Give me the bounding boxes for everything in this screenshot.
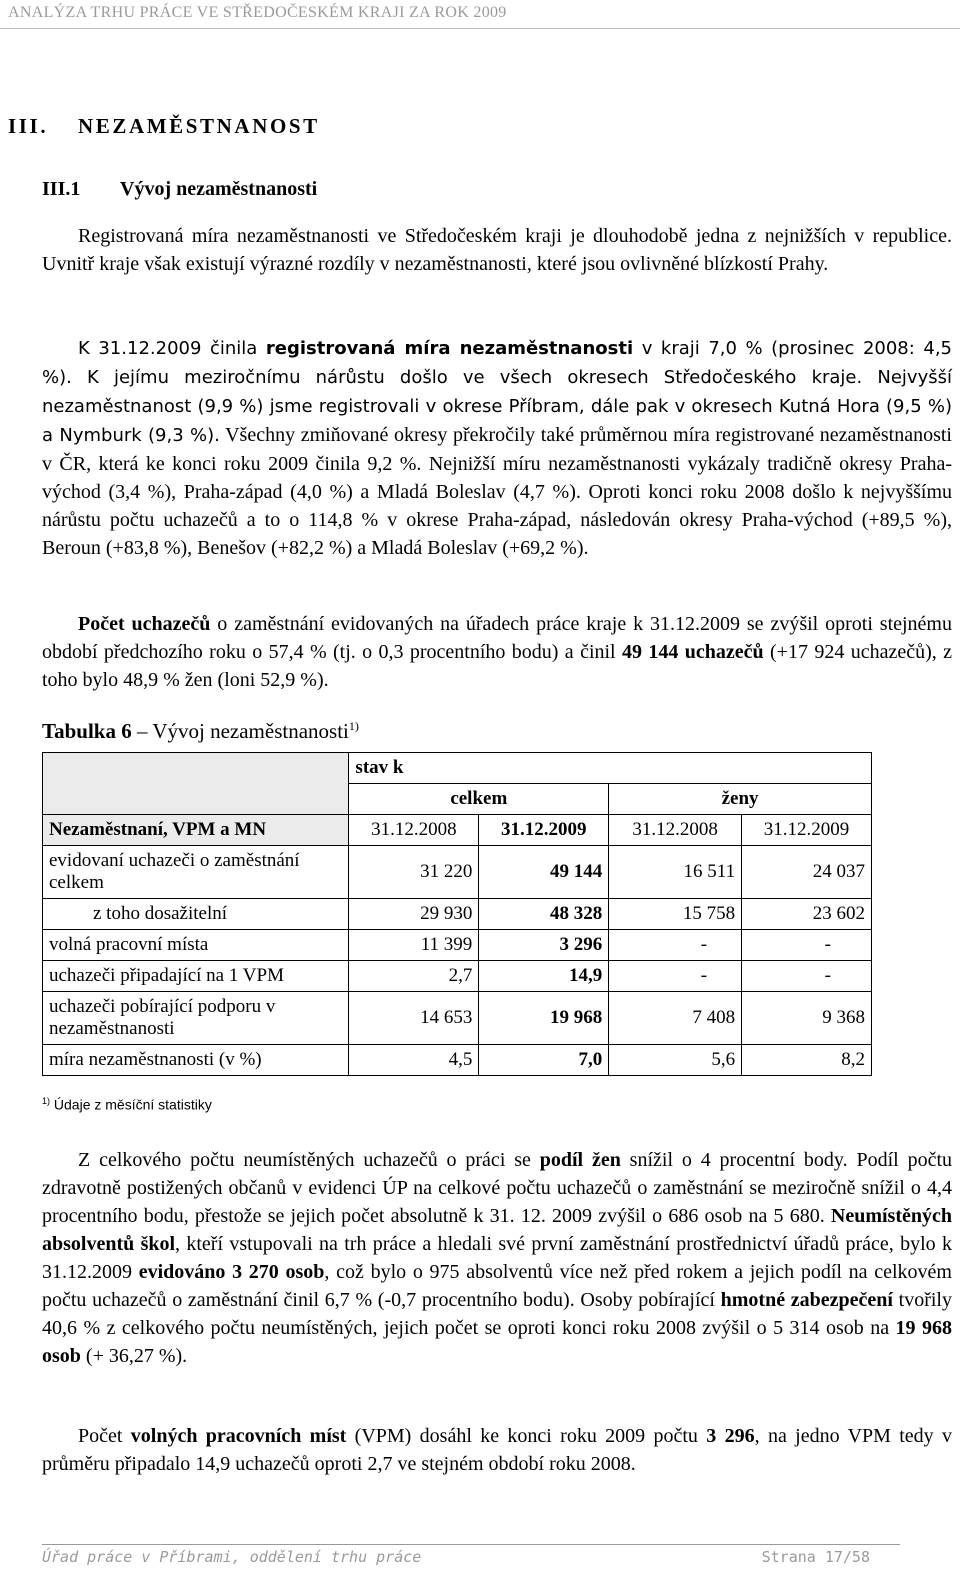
p5-c: (VPM) dosáhl ke konci roku 2009 počtu: [346, 1425, 707, 1447]
col-date-women-2008: 31.12.2008: [609, 815, 742, 846]
section-number: III.: [8, 114, 49, 138]
cell: 24 037: [742, 846, 872, 899]
paragraph-vacancies: [42, 1422, 952, 1478]
table-corner: [43, 753, 349, 784]
p4-k: 19 968 osob: [42, 1317, 952, 1367]
cell: 11 399: [349, 930, 479, 961]
table-row: [43, 961, 872, 992]
paragraph-intro: [42, 222, 952, 278]
table-header-row-2: [43, 784, 872, 815]
table-row: [43, 846, 872, 899]
footer-page-number: Strana 17/58: [761, 1548, 870, 1566]
running-header: ANALÝZA TRHU PRÁCE VE STŘEDOČESKÉM KRAJI ZA ROK 2009: [8, 4, 507, 21]
footnote-sup: 1): [42, 1096, 51, 1106]
paragraph-women: [42, 1146, 952, 1370]
table-group-total: celkem: [349, 784, 609, 815]
table-header-row-3: [43, 815, 872, 846]
p4-g: evidováno 3 270 osob: [138, 1261, 325, 1283]
cell: 16 511: [609, 846, 742, 899]
paragraph-applicants: [42, 610, 952, 694]
row-label: volná pracovní místa: [43, 930, 349, 961]
cell: 8,2: [742, 1045, 872, 1076]
p3-b: o zaměstnání evidovaných na úřadech práce kraje k 31.12.2009 se zvýšil oproti stejnému období předchozího roku o 57,4 % (tj. o 0,3 procentního bodu) a činil: [42, 613, 952, 663]
cell: 5,6: [609, 1045, 742, 1076]
p4-a: Z celkového počtu neumístěných uchazečů o práci se: [78, 1149, 540, 1171]
cell: -: [609, 961, 742, 992]
row-label: uchazeči pobírající podporu v nezaměstnanosti: [43, 992, 349, 1045]
row-label: z toho dosažitelní: [43, 899, 349, 930]
p4-f: , kteří vstupovali na trh práce a hledali své první zaměstnání prostřednictví úřadů práce, bylo k 31.12.2009: [42, 1233, 952, 1283]
cell: 3 296: [479, 930, 609, 961]
p2-a: K 31.12.2009 činila: [78, 338, 266, 359]
unemployment-table: [42, 752, 872, 1076]
p3-a: Počet uchazečů: [78, 613, 211, 635]
footer-office: Úřad práce v Příbrami, oddělení trhu práce: [42, 1548, 422, 1566]
table-row: [43, 992, 872, 1045]
cell: 48 328: [479, 899, 609, 930]
p5-a: Počet: [78, 1425, 131, 1447]
p5-b: volných pracovních míst: [130, 1425, 347, 1447]
col-date-total-2008: 31.12.2008: [349, 815, 479, 846]
cell: 23 602: [742, 899, 872, 930]
p4-b: podíl žen: [539, 1149, 621, 1171]
cell: 15 758: [609, 899, 742, 930]
subsection-number: III.1: [42, 178, 81, 200]
paragraph-rate: [42, 334, 952, 562]
table-row: [43, 1045, 872, 1076]
header-rule: [0, 28, 960, 29]
footnote-text: Údaje z měsíční statistiky: [50, 1096, 212, 1113]
table-title-bold: Tabulka 6: [42, 719, 132, 743]
cell: 9 368: [742, 992, 872, 1045]
cell: 14,9: [479, 961, 609, 992]
p4-d: Podíl počtu zdravotně postižených občanů v evidenci ÚP na celkové počtu uchazečů o zaměstnání se meziročně snížil o 4,4 procentního bodu, přestože se jejich počet absolutně k 31. 12. 2009 zvýšil o 686 osob na 5 680.: [42, 1149, 953, 1227]
cell: 49 144: [479, 846, 609, 899]
row-label: uchazeči připadající na 1 VPM: [43, 961, 349, 992]
subsection-heading: Vývoj nezaměstnanosti: [120, 178, 318, 200]
cell: 14 653: [349, 992, 479, 1045]
p4-h: , což bylo o 975 absolventů více než před rokem a jejich podíl na celkovém počtu uchazečů o zaměstnání činil 6,7 % (-0,7 procentního bodu). Osoby pobírající: [42, 1261, 952, 1311]
p3-d: (+17 924 uchazečů), z toho bylo 48,9 % žen (loni 52,9 %).: [42, 641, 952, 691]
table-footnote: [42, 1096, 212, 1113]
p5-e: , na jedno VPM tedy v průměru připadalo 14,9 uchazečů oproti 2,7 ve stejném období roku 2008.: [42, 1425, 953, 1475]
cell: 19 968: [479, 992, 609, 1045]
cell: 2,7: [349, 961, 479, 992]
footer-rule: [42, 1544, 900, 1545]
table-corner-2: [43, 784, 349, 815]
cell: -: [742, 961, 872, 992]
row-label: míra nezaměstnanosti (v %): [43, 1045, 349, 1076]
cell: 29 930: [349, 899, 479, 930]
cell: 7,0: [479, 1045, 609, 1076]
table-row: [43, 899, 872, 930]
cell: -: [742, 930, 872, 961]
p2-b: registrovaná míra nezaměstnanosti: [265, 338, 634, 359]
cell: 4,5: [349, 1045, 479, 1076]
p4-e: Neumístěných absolventů škol: [42, 1205, 952, 1255]
table-group-women: ženy: [609, 784, 872, 815]
row-label: evidovaní uchazeči o zaměstnání celkem: [43, 846, 349, 899]
cell: 7 408: [609, 992, 742, 1045]
cell: -: [609, 930, 742, 961]
col-date-total-2009: 31.12.2009: [479, 815, 609, 846]
table-row-header: Nezaměstnaní, VPM a MN: [43, 815, 349, 846]
table-stav-label: stav k: [349, 753, 872, 784]
p2-c: v kraji 7,0 % (prosinec 2008: 4,5 %). K jejímu meziročnímu nárůstu došlo ve všech okresech Středočeského kraje. Nejvyšší nezaměstnanost (9,9 %) jsme registrovali v okrese Příbram, dále pak v okresech Kutná Hora (9,5 %) a Nymburk (9,3 %).: [42, 338, 952, 446]
section-title: [8, 114, 320, 139]
p3-c: 49 144 uchazečů: [621, 641, 764, 663]
p5-d: 3 296: [706, 1425, 755, 1447]
table-header-row-1: [43, 753, 872, 784]
p4-l: (+ 36,27 %).: [80, 1345, 188, 1367]
section-heading: NEZAMĚSTNANOST: [78, 114, 320, 138]
cell: 31 220: [349, 846, 479, 899]
table-title-sup: 1): [348, 719, 359, 733]
p4-j: tvořily 40,6 % z celkového počtu neumístěných, jejich počet se oproti konci roku 2008 zvýšil o 5 314 osob na: [42, 1289, 952, 1339]
table-title-rest: – Vývoj nezaměstnanosti: [131, 719, 349, 743]
col-date-women-2009: 31.12.2009: [742, 815, 872, 846]
subsection-title: [42, 178, 317, 201]
paragraph-intro-text: Registrovaná míra nezaměstnanosti ve Středočeském kraji je dlouhodobě jedna z nejnižších v republice. Uvnitř kraje však existují výrazné rozdíly v nezaměstnanosti, které jsou ovlivněné blízkostí Prahy.: [42, 225, 952, 275]
p2-d: Všechny zmiňované okresy překročily také průměrnou míra registrované nezaměstnanosti v ČR, která ke konci roku 2009 činila 9,2 %. Nejnižší míru nezaměstnanosti vykázaly tradičně okresy Praha-východ (3,4 %), Praha-západ (4,0 %) a Mladá Boleslav (4,7 %). Oproti konci roku 2008 došlo k nejvyššímu nárůstu počtu uchazečů a to o 114,8 % v okrese Praha-západ, následován okresy Praha-východ (+89,5 %), Beroun (+83,8 %), Benešov (+82,2 %) a Mladá Boleslav (+69,2 %).: [42, 424, 952, 559]
p4-c: snížil o 4 procentní body.: [620, 1149, 848, 1171]
table-title: [42, 719, 359, 744]
table-row: [43, 930, 872, 961]
p4-i: hmotné zabezpečení: [720, 1289, 893, 1311]
